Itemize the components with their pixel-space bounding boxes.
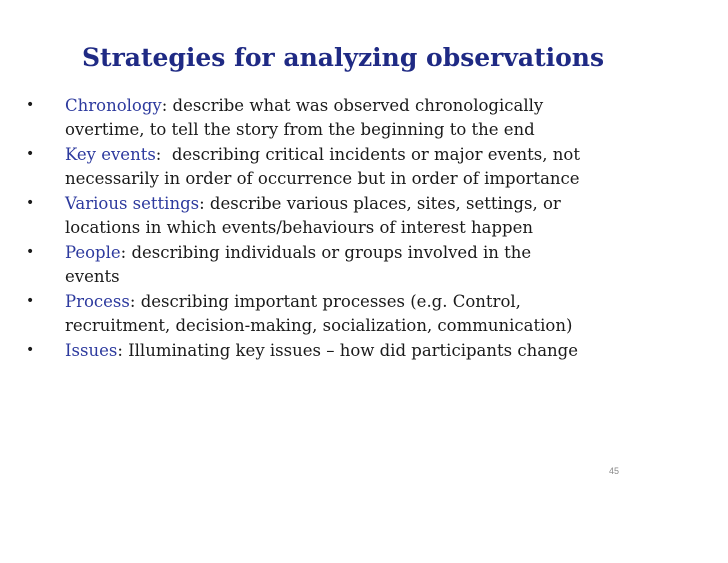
bullet-text-continuation: events	[65, 266, 120, 286]
bullet-list	[26, 94, 626, 365]
bullet-people	[26, 241, 626, 288]
bullet-marker: •	[26, 195, 35, 211]
bullet-text-continuation: overtime, to tell the story from the beginning to the end	[65, 119, 535, 139]
bullet-term: People	[65, 243, 121, 262]
bullet-marker: •	[26, 342, 35, 358]
bullet-line	[65, 339, 626, 363]
bullet-separator: :	[161, 96, 173, 115]
bullet-marker: •	[26, 146, 35, 162]
bullet-line	[65, 143, 626, 167]
bullet-process	[26, 290, 626, 337]
bullet-marker: •	[26, 244, 35, 260]
bullet-line	[65, 94, 626, 118]
bullet-separator: :	[129, 292, 141, 311]
bullet-text: describing individuals or groups involved in the	[131, 243, 532, 262]
bullet-text: describing critical incidents or major events, not	[171, 145, 580, 164]
bullet-text-continuation: locations in which events/behaviours of interest happen	[65, 217, 534, 237]
bullet-term: Chronology	[65, 96, 162, 115]
bullet-text: describe what was observed chronologically	[172, 96, 544, 115]
bullet-term: Key events	[65, 145, 156, 164]
bullet-chronology	[26, 94, 626, 141]
bullet-line	[65, 192, 626, 216]
bullet-text-continuation: recruitment, decision-making, socialization, communication)	[65, 315, 573, 335]
bullet-key-events	[26, 143, 626, 190]
bullet-line	[65, 290, 626, 314]
bullet-separator: :	[155, 145, 172, 164]
bullet-separator: :	[120, 243, 132, 262]
bullet-text: describing important processes (e.g. Control,	[140, 292, 521, 311]
bullet-issues	[26, 339, 626, 363]
bullet-separator: :	[117, 341, 129, 360]
bullet-text: Illuminating key issues – how did participants change	[128, 341, 579, 360]
bullet-marker: •	[26, 97, 35, 113]
page-number: 45	[609, 466, 620, 476]
bullet-term: Issues	[65, 341, 118, 360]
bullet-text: describe various places, sites, settings, or	[209, 194, 561, 213]
bullet-separator: :	[199, 194, 210, 213]
bullet-line	[65, 241, 626, 265]
bullet-text-continuation: necessarily in order of occurrence but in order of importance	[65, 168, 580, 188]
bullet-term: Various settings	[65, 194, 200, 213]
bullet-various-settings	[26, 192, 626, 239]
slide-title: Strategies for analyzing observations	[82, 43, 605, 72]
bullet-term: Process	[65, 292, 130, 311]
bullet-marker: •	[26, 293, 35, 309]
